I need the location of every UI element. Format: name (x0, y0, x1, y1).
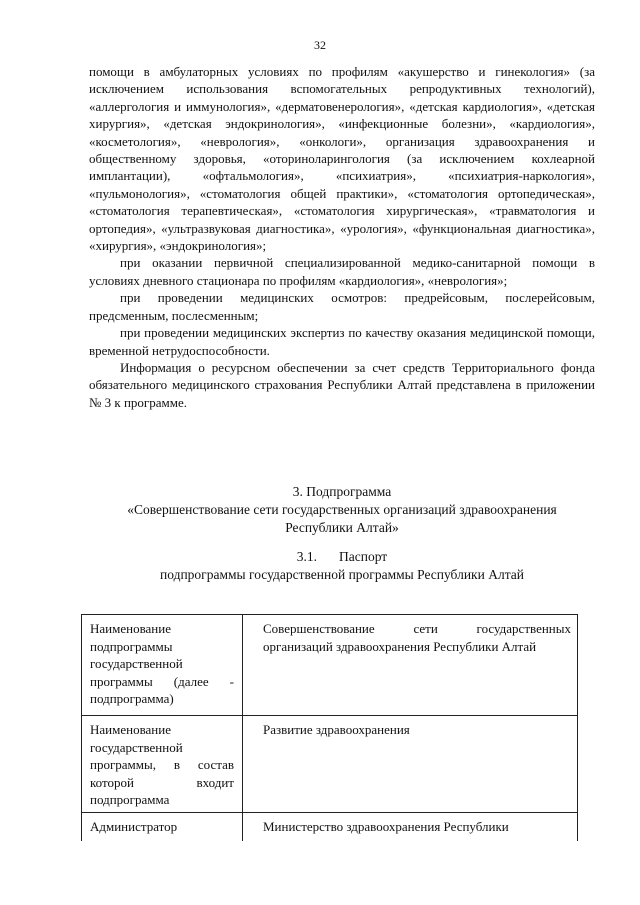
table-cell-value: Совершенствование сети государственных организаций здравоохранения Республики Алтай (243, 615, 578, 716)
paragraph: Информация о ресурсном обеспечении за счет средств Территориального фонда обязательного медицинского страхования Республики Алтай представлена в приложении № 3 к программе. (89, 359, 595, 410)
subprogram-title-line: Республики Алтай» (285, 520, 399, 535)
table-cell-label: Наименование подпрограммы государственной программы (далее - подпрограмма) (82, 615, 243, 716)
paragraph: при проведении медицинских экспертиз по качеству оказания медицинской помощи, временной нетрудоспособности. (89, 325, 595, 358)
table-row (82, 812, 578, 841)
table-cell-value: Развитие здравоохранения (243, 716, 578, 813)
table-cell-label: Наименование государственной программы, в состав которой входит подпрограмма (82, 716, 243, 813)
table-row (82, 716, 578, 813)
table-cell-value: Министерство здравоохранения Республики (243, 812, 578, 841)
passport-subheading: подпрограммы государственной программы Республики Алтай (160, 567, 524, 582)
subprogram-title-line: 3. Подпрограмма (292, 484, 392, 499)
paragraph: при оказании первичной специализированной медико-санитарной помощи в условиях дневного стационара по профилям «кардиология», «неврология»; (89, 255, 595, 288)
passport-table (81, 614, 578, 841)
passport-title (89, 548, 595, 584)
paragraph: при проведении медицинских осмотров: предрейсовым, послерейсовым, предсменным, послесменным; (89, 290, 595, 323)
table-row (82, 615, 578, 716)
paragraph: помощи в амбулаторных условиях по профилям «акушерство и гинекология» (за исключением использования вспомогательных репродуктивных технологий), «аллергология и иммунология», «дерматовенерология», «детская кардиология», «детская хирургия», «детская эндокринология», «инфекционные болезни», «кардиология», «косметология», «неврология», «онкологи», организация здравоохранения и общественному здоровья, «оториноларингология (за исключением кохлеарной имплантации), «офтальмология», «психиатрия», «психиатрия-наркология», «пульмонология», «стоматология общей практики», «стоматология ортопедическая», «стоматология терапевтическая», «стоматология хирургическая», «травматология и ортопедия», «ультразвуковая диагностика», «урология», «функциональная диагностика», «хирургия», «эндокринология»; (89, 64, 595, 254)
passport-number: 3.1. (296, 549, 318, 564)
subprogram-title-line: «Совершенствование сети государственных организаций здравоохранения (127, 502, 557, 517)
subprogram-title (89, 483, 595, 537)
passport-heading: Паспорт (339, 549, 388, 564)
page-number: 32 (314, 38, 326, 52)
body-text (89, 63, 595, 411)
table-cell-label: Администратор (82, 812, 243, 841)
